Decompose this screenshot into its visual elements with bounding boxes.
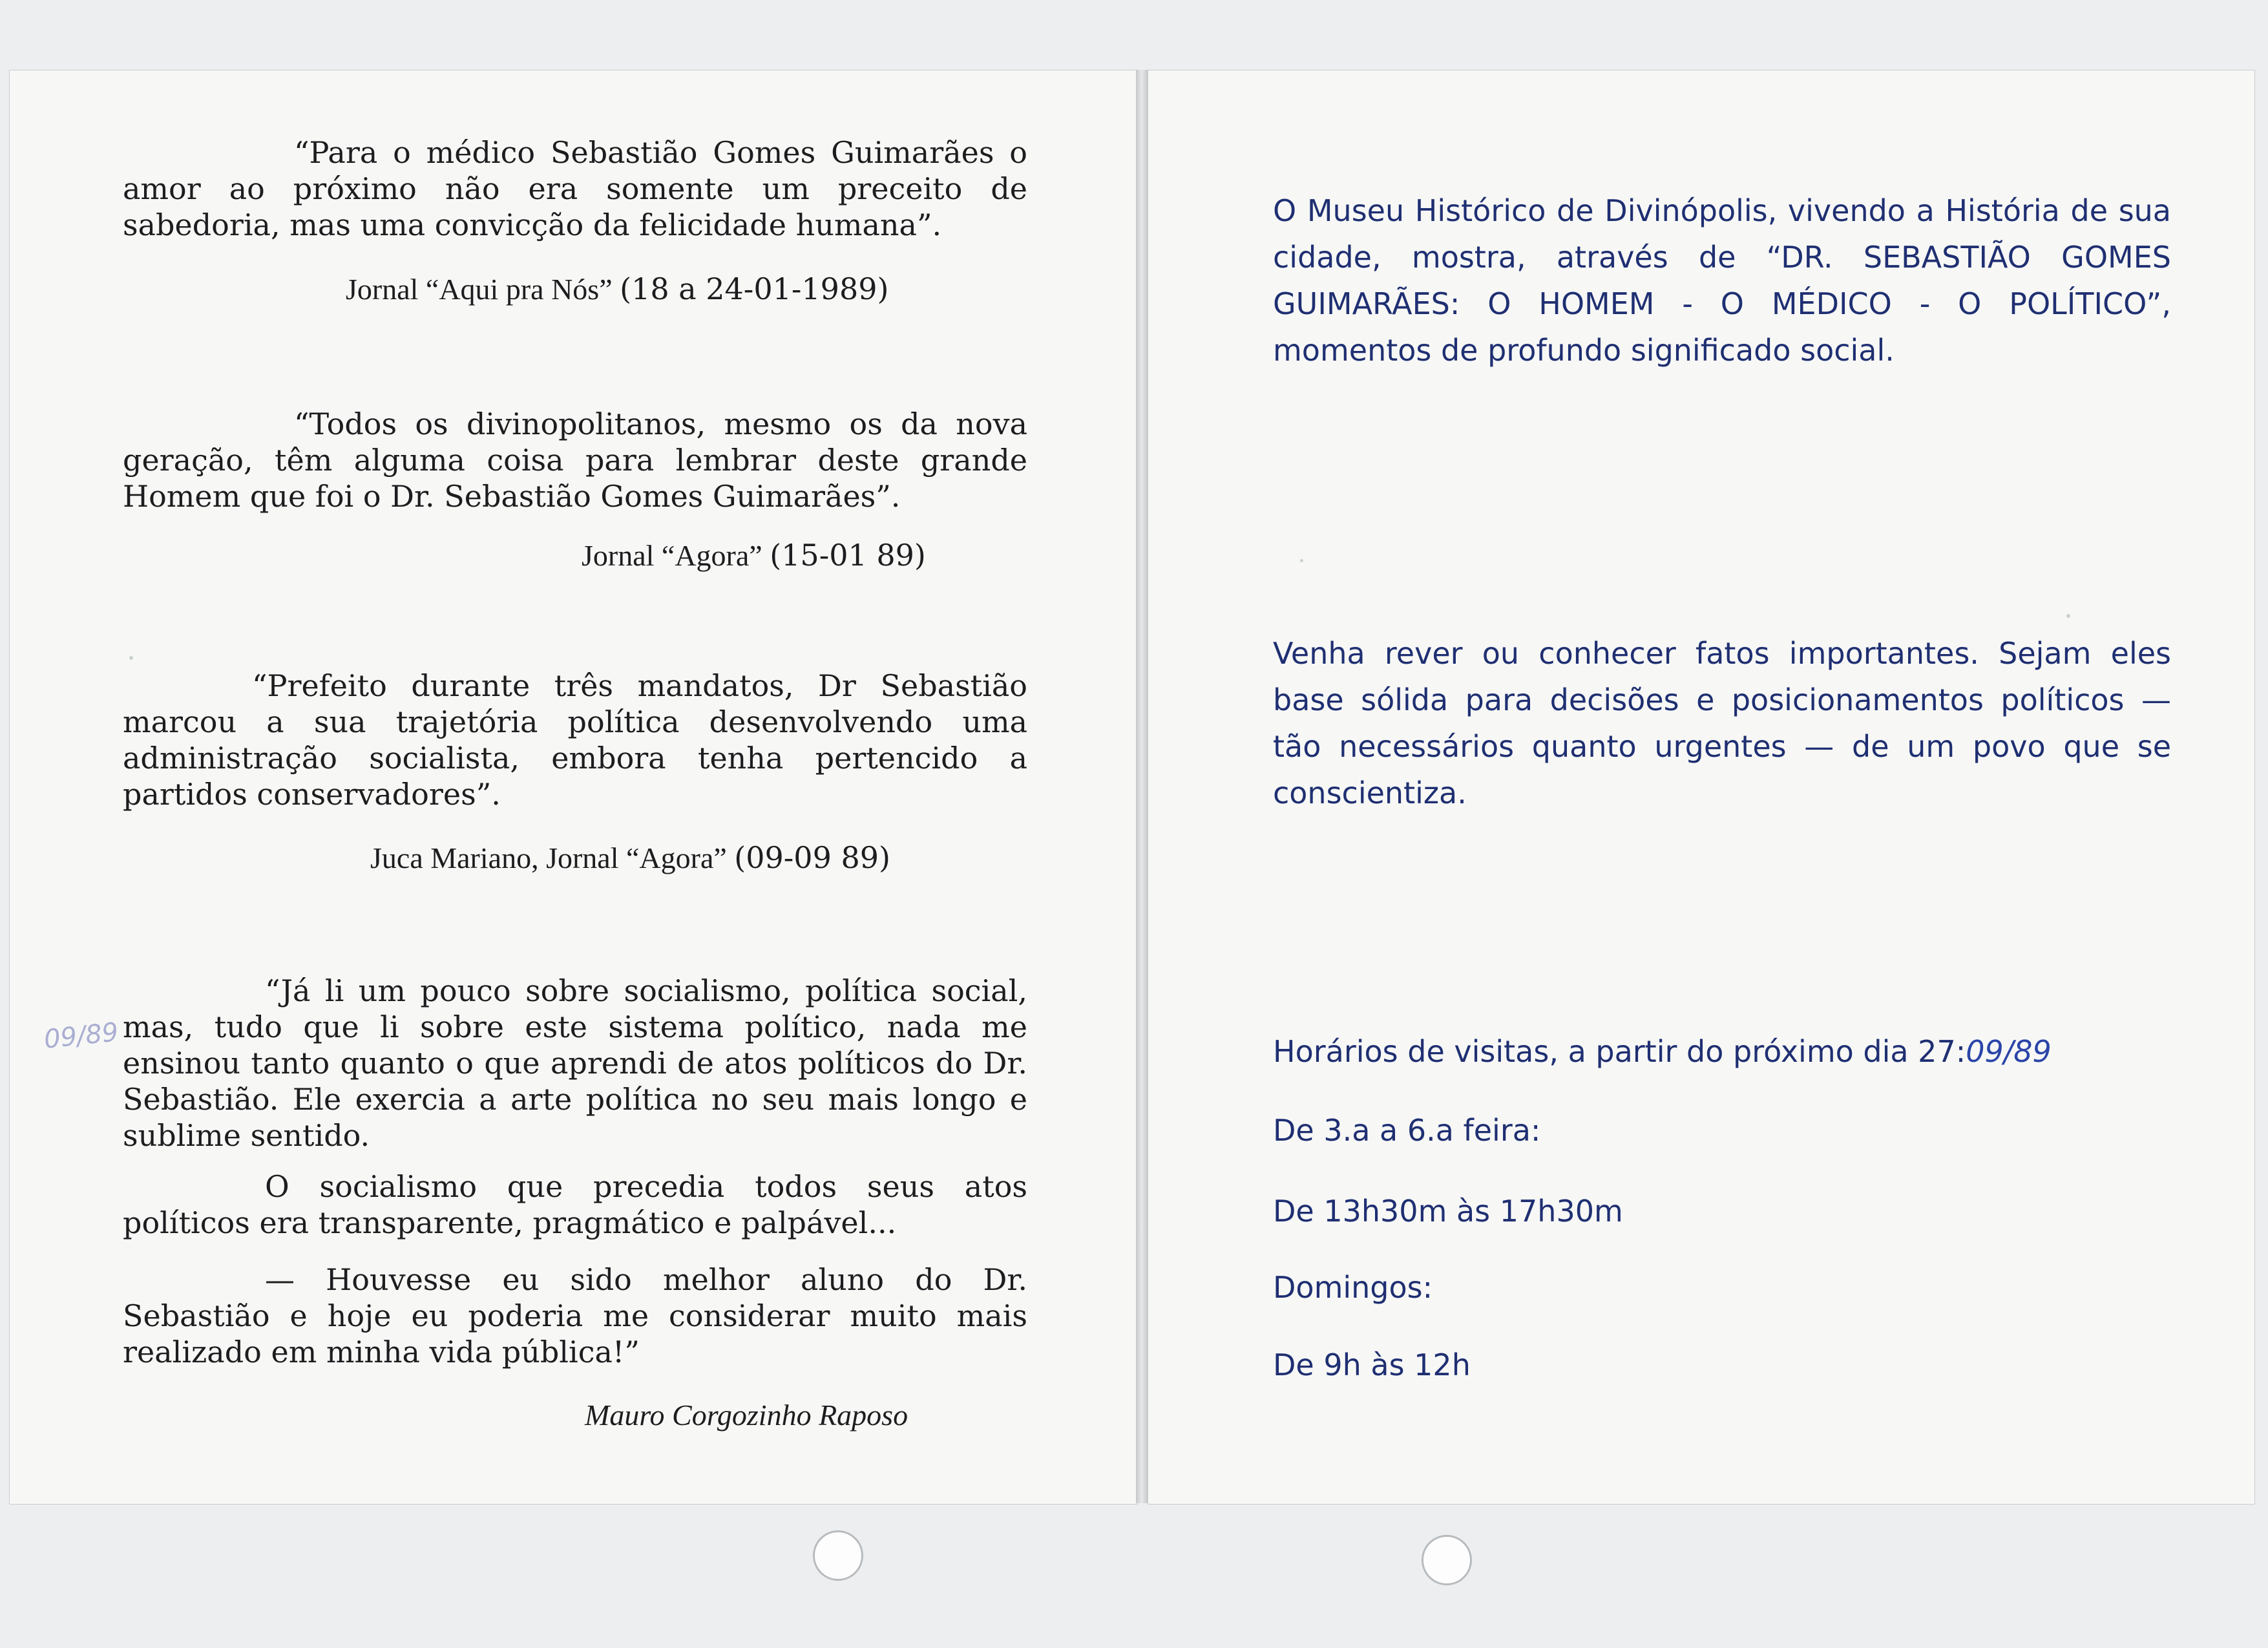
- paper-speck: [1300, 559, 1303, 562]
- quote-2-source-date: (15-01 89): [770, 538, 926, 573]
- sundays-hours: De 9h às 12h: [1273, 1347, 1471, 1382]
- binder-hole-left: [813, 1530, 863, 1581]
- paper-speck: [2066, 614, 2070, 618]
- quote-2-source-name: Jornal “Agora”: [582, 539, 762, 572]
- quote-3-source-date: (09-09 89): [734, 840, 890, 875]
- quote-4-signature: Mauro Corgozinho Raposo: [585, 1399, 908, 1431]
- paper-speck: [129, 656, 133, 660]
- quote-2-source: [582, 538, 926, 573]
- visiting-hours-label: Horários de visitas, a partir do próximo dia 27:: [1273, 1034, 1966, 1069]
- quote-1-source: [346, 271, 888, 306]
- quote-1-text: “Para o médico Sebastião Gomes Guimarães o amor ao próximo não era somente um preceito de sabedoria, mas uma convicção da felicidade humana”.: [123, 135, 1027, 242]
- museum-intro: O Museu Histórico de Divinópolis, vivendo a História de sua cidade, mostra, através de “DR. SEBASTIÃO GOMES GUIMARÃES: O HOMEM - O MÉDICO - O POLÍTICO”, momentos de profundo significado social.: [1273, 193, 2171, 368]
- quote-3-text: “Prefeito durante três mandatos, Dr Sebastião marcou a sua trajetória política desenvolvendo uma administração socialista, embora tenha pertencido a partidos conservadores”.: [123, 668, 1027, 812]
- visiting-hours-line: [1273, 1034, 2223, 1069]
- quote-1-source-name: Jornal “Aqui pra Nós”: [346, 273, 613, 306]
- quote-1-source-date: (18 a 24-01-1989): [620, 271, 889, 306]
- binder-hole-right: [1422, 1535, 1472, 1585]
- weekdays-label: De 3.a a 6.a feira:: [1273, 1113, 1541, 1148]
- quote-3-source-name: Juca Mariano, Jornal “Agora”: [370, 841, 727, 874]
- page-fold: [1136, 70, 1148, 1503]
- sundays-label: Domingos:: [1273, 1270, 1433, 1305]
- quote-4-paragraph-1: “Já li um pouco sobre socialismo, política social, mas, tudo que li sobre este sistema político, nada me ensinou tanto quanto o que aprendi de atos políticos do Dr. Sebastião. Ele exercia a arte política no seu mais longo e sublime sentido.: [123, 973, 1027, 1153]
- quote-2-text: “Todos os divinopolitanos, mesmo os da nova geração, têm alguma coisa para lembrar deste grande Homem que foi o Dr. Sebastião Gomes Guimarães”.: [123, 407, 1027, 514]
- weekdays-hours: De 13h30m às 17h30m: [1273, 1194, 1623, 1229]
- visit-invitation: Venha rever ou conhecer fatos importantes. Sejam eles base sólida para decisões e posicionamentos políticos — tão necessários quanto urgentes — de um povo que se conscientiza.: [1273, 636, 2171, 810]
- handwritten-date: 09/89: [1966, 1034, 2052, 1069]
- quote-3-source: [370, 840, 890, 875]
- margin-pencil-note: 09/89: [42, 1017, 120, 1055]
- quote-4-paragraph-2: O socialismo que precedia todos seus atos políticos era transparente, pragmático e palpável...: [123, 1169, 1027, 1240]
- quote-4-paragraph-3: — Houvesse eu sido melhor aluno do Dr. Sebastião e hoje eu poderia me considerar muito mais realizado em minha vida pública!”: [123, 1262, 1027, 1369]
